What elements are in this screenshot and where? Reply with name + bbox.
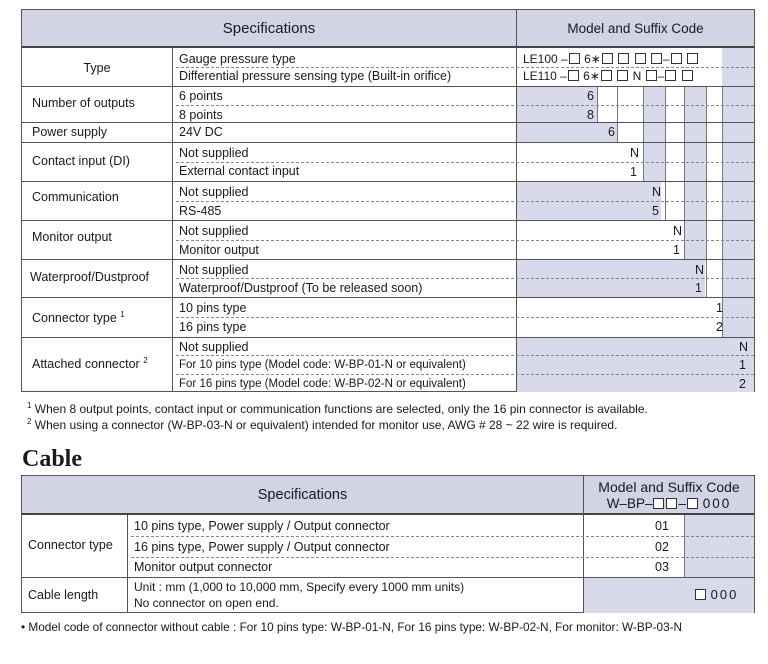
comm-5-code: 5 xyxy=(652,204,659,218)
outputs-6-code: 6 xyxy=(587,89,594,103)
comm-rs485-text: RS-485 xyxy=(179,204,222,218)
cable-length-code: 000 xyxy=(694,588,738,602)
outputs-label: Number of outputs xyxy=(32,96,135,110)
cable-header-model-code: Model and Suffix Code xyxy=(598,479,740,495)
cable-conn-monitor-text: Monitor output connector xyxy=(134,560,273,574)
model-code-extra: N xyxy=(632,69,642,83)
outputs-8-text: 8 points xyxy=(179,108,223,122)
power-label: Power supply xyxy=(32,125,108,139)
power-code: 6 xyxy=(608,125,615,139)
spec-header-model-code: Model and Suffix Code xyxy=(567,21,704,36)
spec-header-specifications: Specifications xyxy=(222,20,316,37)
conn-1-code: 1 xyxy=(716,301,723,315)
footnote-ref-2: 2 xyxy=(143,356,148,365)
comm-n-code: N xyxy=(652,185,662,199)
att-not-supplied-text: Not supplied xyxy=(179,340,249,354)
wp-1-code: 1 xyxy=(695,281,702,295)
cable-conn-label: Connector type xyxy=(28,538,113,552)
model-code-digit: 6 xyxy=(584,52,591,66)
conn-16-text: 16 pins type xyxy=(179,320,247,334)
conn-2-code: 2 xyxy=(716,320,723,334)
footnote-ref-1: 1 xyxy=(120,310,125,319)
cable-conn-10-text: 10 pins type, Power supply / Output connector xyxy=(134,519,390,533)
di-1-code: 1 xyxy=(630,165,637,179)
cable-length-label: Cable length xyxy=(28,588,99,602)
model-code-le110: LE110 – 6∗ N – xyxy=(523,69,694,83)
att-2-code: 2 xyxy=(739,377,746,391)
conn-label: Connector type $^1$ xyxy=(32,310,125,325)
mon-n-code: N xyxy=(673,224,683,238)
cable-model-code xyxy=(584,497,754,511)
model-prefix: LE100 – xyxy=(523,52,568,66)
comm-not-supplied-text: Not supplied xyxy=(179,185,249,199)
bottom-note: • Model code of connector without cable : For 10 pins type: W-BP-01-N, For 16 pins type: W-BP-02-N, For monitor: W-BP-03-N xyxy=(21,620,683,634)
att-n-code: N xyxy=(739,340,749,354)
di-not-supplied-text: Not supplied xyxy=(179,146,249,160)
di-external-text: External contact input xyxy=(179,164,300,178)
wp-not-supplied-text: Not supplied xyxy=(179,263,249,277)
power-text: 24V DC xyxy=(179,125,223,139)
wp-label: Waterproof/Dustproof xyxy=(30,270,150,284)
footnote-1: $^1$ When 8 output points, contact input or communication functions are selected, only the 16 pin connector is available. xyxy=(27,401,648,416)
mon-output-text: Monitor output xyxy=(179,243,259,257)
att-16-text: For 16 pins type (Model code: W-BP-02-N or equivalent) xyxy=(179,378,466,390)
wp-n-code: N xyxy=(695,263,705,277)
model-prefix: LE110 – xyxy=(523,69,567,83)
di-n-code: N xyxy=(630,146,640,160)
cable-model-suffix: 000 xyxy=(702,496,732,511)
cable-model-dash: – xyxy=(678,496,686,511)
outputs-8-code: 8 xyxy=(587,108,594,122)
att-label: Attached connector $^2$ xyxy=(32,356,148,371)
mon-not-supplied-text: Not supplied xyxy=(179,224,249,238)
conn-10-text: 10 pins type xyxy=(179,301,247,315)
att-1-code: 1 xyxy=(739,358,746,372)
type-gauge-text: Gauge pressure type xyxy=(179,52,296,66)
cable-conn-16-text: 16 pins type, Power supply / Output connector xyxy=(134,540,390,554)
att-10-text: For 10 pins type (Model code: W-BP-01-N or equivalent) xyxy=(179,359,466,371)
type-diff-text: Differential pressure sensing type (Built-in orifice) xyxy=(179,69,452,83)
model-code-digit: 6 xyxy=(583,69,590,83)
cable-length-line1: Unit : mm (1,000 to 10,000 mm, Specify every 1000 mm units) xyxy=(134,580,465,594)
type-label: Type xyxy=(83,61,111,75)
model-code-asterisk: ∗ xyxy=(590,52,601,66)
comm-label: Communication xyxy=(32,190,119,204)
mon-1-code: 1 xyxy=(673,243,680,257)
model-code-le100: LE100 – 6∗ – xyxy=(523,52,699,66)
footnote-2: $^2$ When using a connector (W-BP-03-N or equivalent) intended for monitor use, AWG # 28 ~ 22 wire is required. xyxy=(27,417,618,432)
model-code-asterisk: ∗ xyxy=(589,69,600,83)
cable-model-prefix: W–BP– xyxy=(606,496,653,511)
cable-conn-03-code: 03 xyxy=(655,560,669,574)
di-label: Contact input (DI) xyxy=(32,154,130,168)
cable-length-line2: No connector on open end. xyxy=(134,596,279,610)
cable-title: Cable xyxy=(22,446,82,472)
outputs-6-text: 6 points xyxy=(179,89,223,103)
cable-conn-01-code: 01 xyxy=(655,519,669,533)
cable-header-specifications: Specifications xyxy=(257,487,348,503)
cable-conn-02-code: 02 xyxy=(655,540,669,554)
wp-waterproof-text: Waterproof/Dustproof (To be released soon) xyxy=(179,281,423,295)
mon-label: Monitor output xyxy=(32,230,112,244)
